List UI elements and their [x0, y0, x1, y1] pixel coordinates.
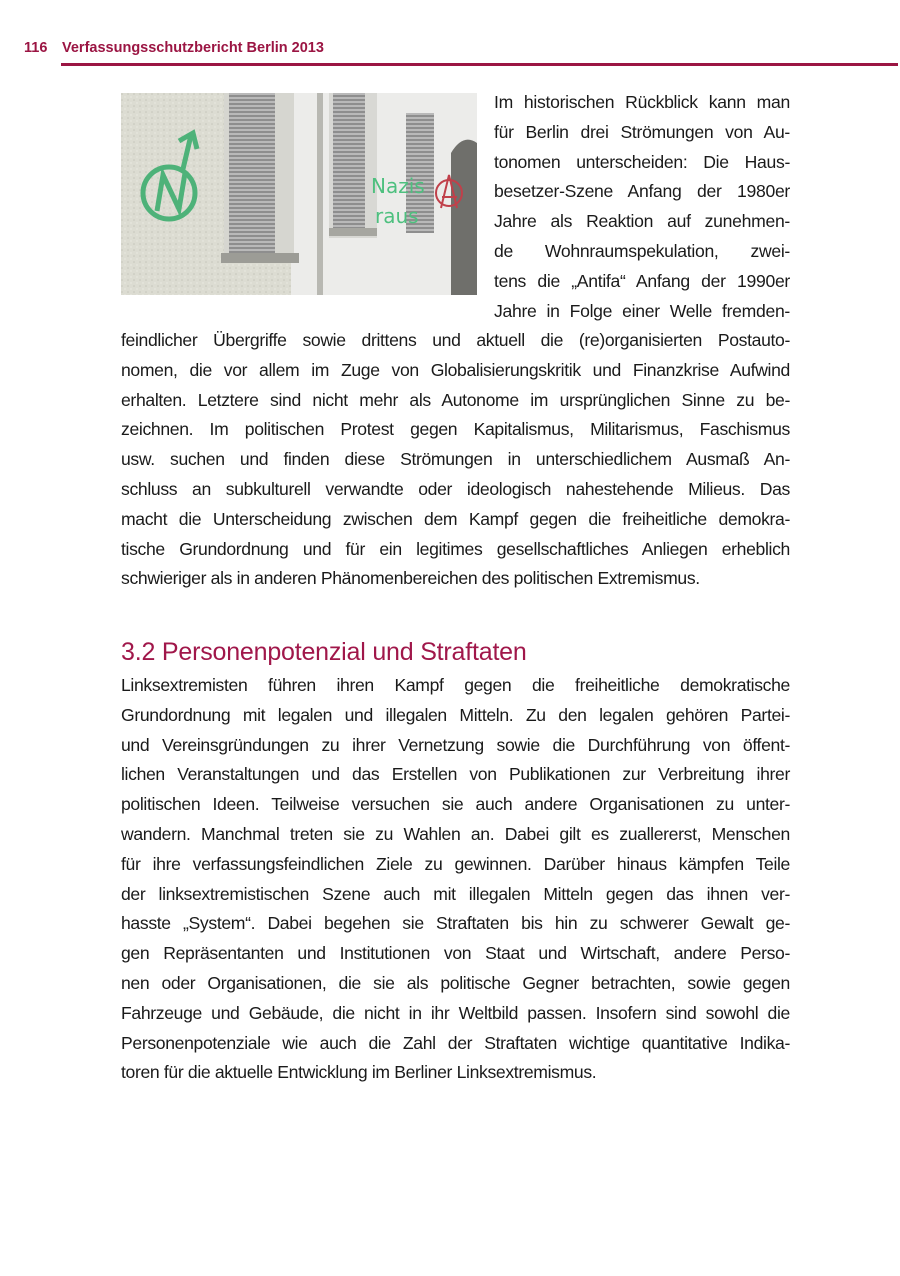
text-line: Linksextremisten führen ihren Kampf gegen die freiheitliche demokratische: [121, 675, 790, 695]
text-line: wandern. Manchmal treten sie zu Wahlen an. Dabei gilt es zuallererst, Menschen: [121, 823, 790, 844]
text-line: tonomen unterscheiden: Die Haus-: [494, 151, 790, 172]
text-line: nen oder Organisationen, die sie als politische Gegner betrachten, sowie gegen: [121, 972, 790, 993]
text-line: toren für die aktuelle Entwicklung im Berliner Linksextremismus.: [121, 1062, 597, 1083]
text-line: für ihre verfassungsfeindlichen Ziele zu gewinnen. Darüber hinaus kämpfen Teile: [121, 853, 790, 874]
text-line: erhalten. Letztere sind nicht mehr als Autonome im ursprünglichen Sinne zu be-: [121, 389, 790, 410]
text-line: zeichnen. Im politischen Protest gegen Kapitalismus, Militarismus, Faschismus: [121, 419, 790, 440]
svg-text:raus: raus: [375, 204, 419, 228]
text-line: tens die „Antifa“ Anfang der 1990er: [494, 270, 790, 291]
text-line: und Vereinsgründungen zu ihrer Vernetzung sowie die Durchführung von öffent-: [121, 734, 790, 755]
text-line: Grundordnung mit legalen und illegalen Mitteln. Zu den legalen gehören Partei-: [121, 704, 790, 725]
text-line: feindlicher Übergriffe sowie drittens und aktuell die (re)organisierten Postauto-: [121, 330, 790, 350]
text-line: Im historischen Rückblick kann man: [494, 92, 790, 112]
text-line: besetzer-Szene Anfang der 1980er: [494, 181, 790, 202]
text-line: der linksextremistischen Szene auch mit illegalen Mitteln gegen das ihnen ver-: [121, 883, 790, 904]
page-number: 116: [24, 40, 48, 56]
text-line: Jahre in Folge einer Welle fremden-: [494, 300, 790, 321]
intro-wrap-column: [494, 88, 790, 326]
text-line: schwieriger als in anderen Phänomenbereichen des politischen Extremismus.: [121, 568, 700, 589]
section-heading: 3.2 Personenpotenzial und Straftaten: [121, 638, 527, 666]
graffiti-photo: [121, 93, 477, 295]
text-line: de Wohnraumspekulation, zwei-: [494, 240, 790, 261]
text-line: nomen, die vor allem im Zuge von Globalisierungskritik und Finanzkrise Aufwind: [121, 359, 790, 380]
text-line: hasste „System“. Dabei begehen sie Straftaten bis hin zu schwerer Gewalt ge-: [121, 913, 790, 934]
text-line: Jahre als Reaktion auf zunehmen-: [494, 211, 790, 232]
text-line: macht die Unterscheidung zwischen dem Kampf gegen die freiheitliche demokra-: [121, 508, 790, 529]
text-line: Fahrzeuge und Gebäude, die nicht in ihr Weltbild passen. Insofern sind sowohl die: [121, 1002, 790, 1023]
intro-paragraph: [121, 326, 790, 594]
text-line: politischen Ideen. Teilweise versuchen sie auch andere Organisationen zu unter-: [121, 794, 790, 815]
text-line: schluss an subkulturell verwandte oder ideologisch nahestehende Milieus. Das: [121, 478, 790, 499]
running-title: Verfassungsschutzbericht Berlin 2013: [62, 40, 324, 56]
text-line: tische Grundordnung und für ein legitimes gesellschaftliches Anliegen erheblich: [121, 538, 790, 559]
text-line: usw. suchen und finden diese Strömungen in unterschiedlichem Ausmaß An-: [121, 449, 790, 470]
running-header: [24, 40, 324, 60]
section-paragraph: [121, 671, 790, 1088]
text-line: für Berlin drei Strömungen von Au-: [494, 121, 790, 142]
text-line: gen Repräsentanten und Institutionen von Staat und Wirtschaft, andere Perso-: [121, 943, 790, 964]
svg-text:Nazis: Nazis: [371, 174, 425, 198]
text-line: Personenpotenziale wie auch die Zahl der Straftaten wichtige quantitative Indika-: [121, 1032, 790, 1053]
text-line: lichen Veranstaltungen und das Erstellen von Publikationen zur Verbreitung ihrer: [121, 764, 790, 785]
header-rule: [61, 63, 898, 66]
